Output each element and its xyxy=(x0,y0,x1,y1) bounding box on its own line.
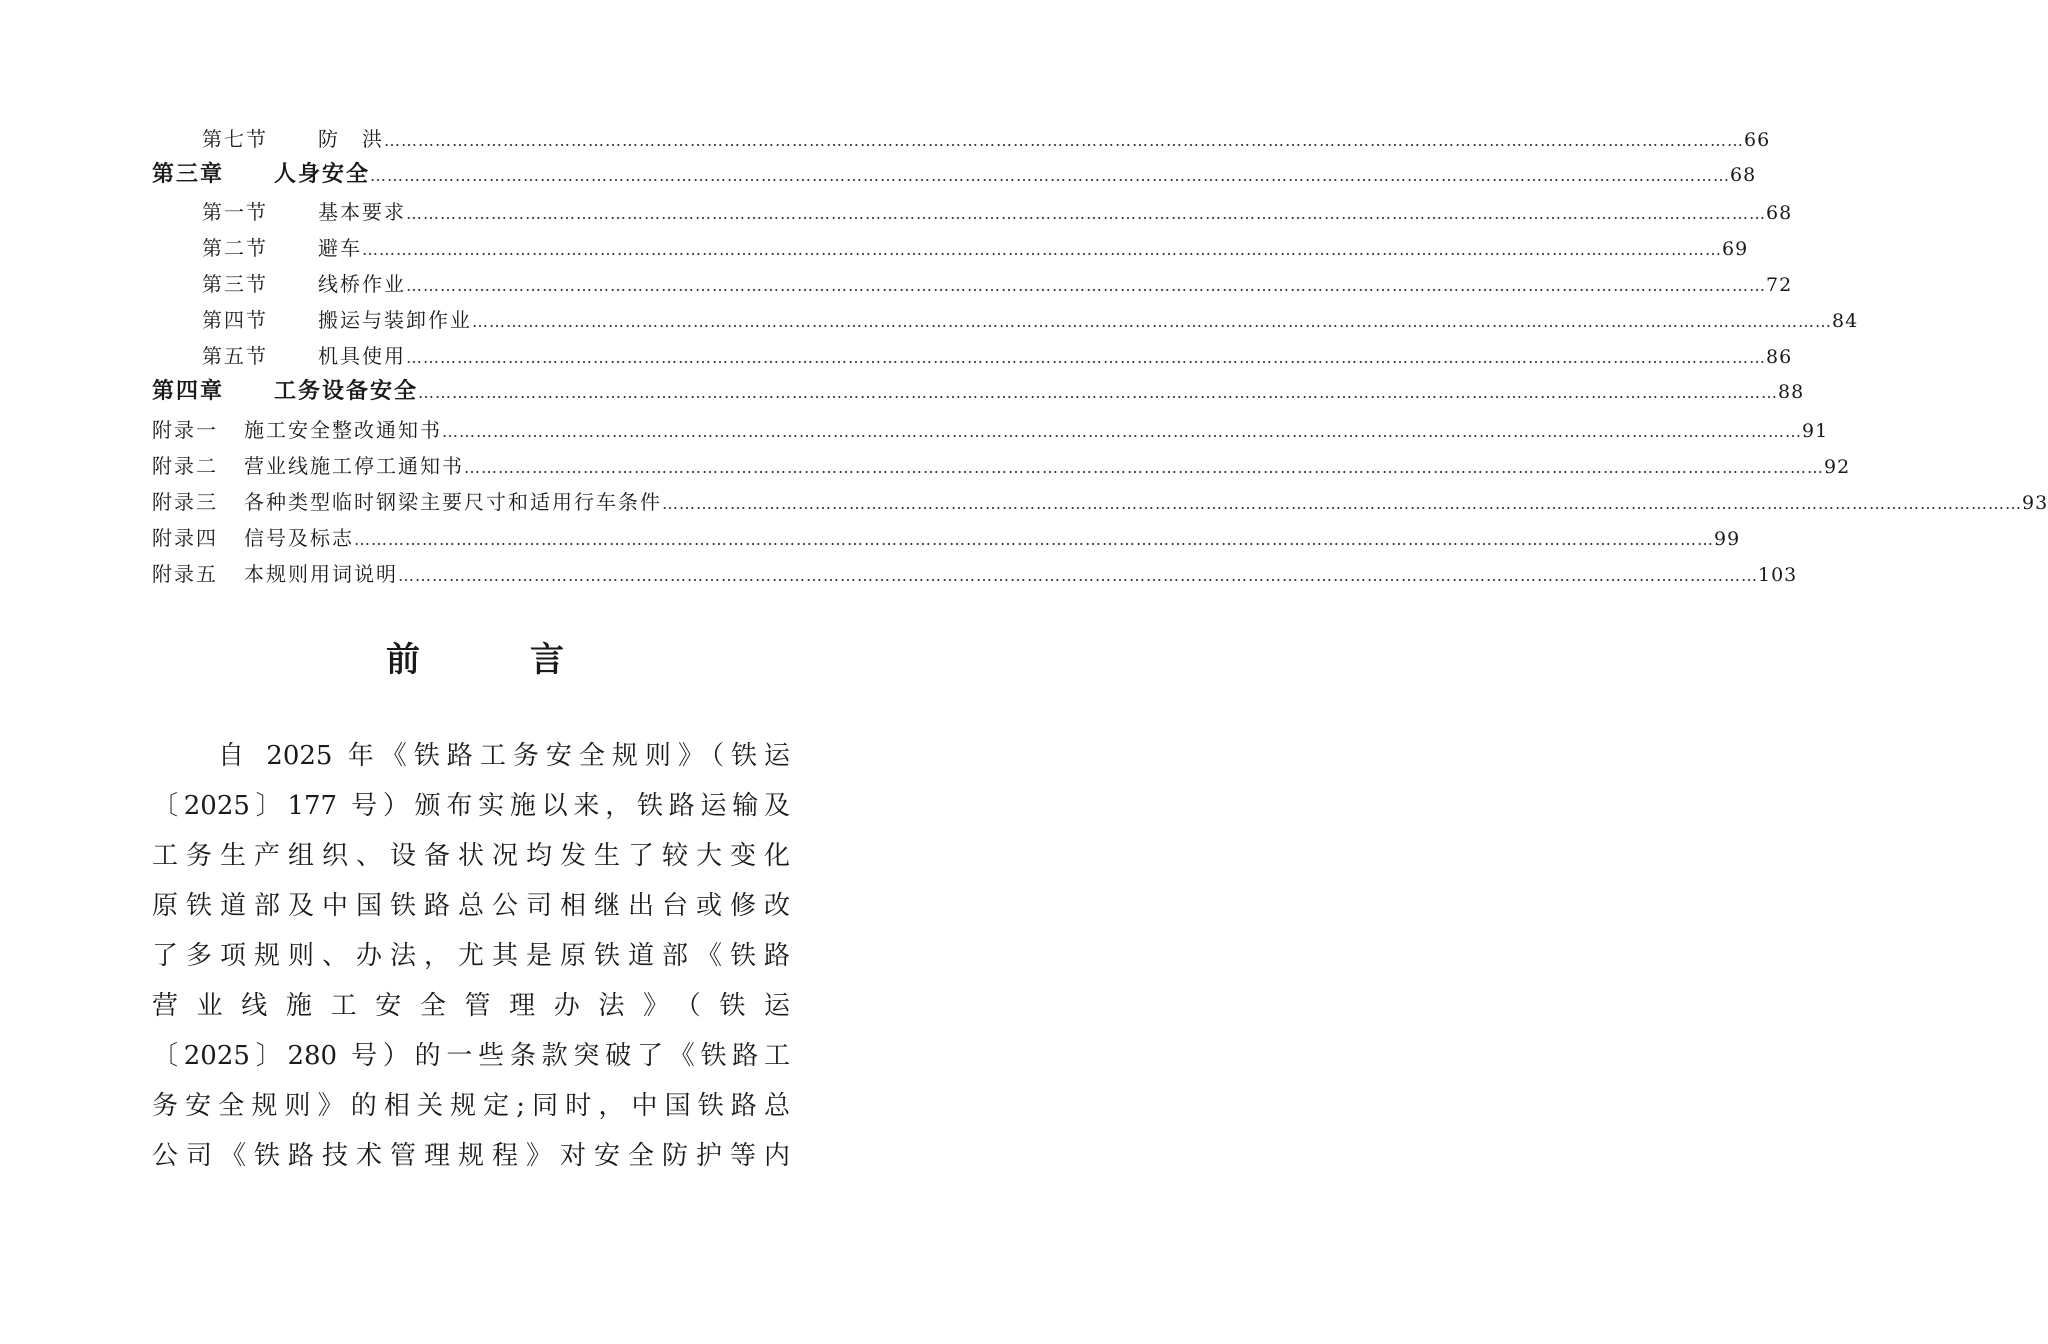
toc-leader-dots: …………………………………………………………………………………………………………………………………………………………………………………………………………………… xyxy=(406,348,1766,367)
toc-entry-title: 防 洪 xyxy=(318,127,384,151)
toc-entry-number: 第四节 xyxy=(202,308,268,332)
toc-entry[interactable] xyxy=(202,269,1793,299)
preface-line: 〔2025〕177 号）颁布实施以来，铁路运输及 xyxy=(152,791,790,821)
toc-entry[interactable] xyxy=(152,523,1741,553)
toc-entry-page: 68 xyxy=(1730,164,1757,186)
preface-line: 自 2025 年《铁路工务安全规则》（铁运 xyxy=(218,741,790,771)
toc-entry-title: 各种类型临时钢梁主要尺寸和适用行车条件 xyxy=(244,490,662,514)
toc-leader-dots: …………………………………………………………………………………………………………………………………………………………………………………………………………………… xyxy=(354,530,1714,549)
toc-entry-page: 92 xyxy=(1824,456,1851,478)
toc-entry-title: 线桥作业 xyxy=(318,272,406,296)
toc-entry[interactable] xyxy=(152,415,1829,445)
toc-leader-dots: …………………………………………………………………………………………………………………………………………………………………………………………………………………… xyxy=(442,422,1802,441)
toc-leader-dots: …………………………………………………………………………………………………………………………………………………………………………………………………………………… xyxy=(362,240,1722,259)
toc-entry-number: 附录五 xyxy=(152,562,218,586)
toc-entry-page: 103 xyxy=(1758,564,1798,586)
toc-leader-dots: …………………………………………………………………………………………………………………………………………………………………………………………………………………… xyxy=(418,383,1779,402)
toc-entry-title: 工务设备安全 xyxy=(274,379,419,404)
toc-leader-dots: …………………………………………………………………………………………………………………………………………………………………………………………………………………… xyxy=(406,276,1766,295)
toc-entry-title: 信号及标志 xyxy=(244,526,354,550)
preface-heading: 前言 xyxy=(386,640,674,680)
toc-entry-title: 基本要求 xyxy=(318,200,406,224)
toc-entry-page: 84 xyxy=(1832,310,1859,332)
toc-entry[interactable] xyxy=(152,377,1805,407)
toc-entry-number: 第三章 xyxy=(152,162,225,187)
toc-entry[interactable] xyxy=(152,487,2048,517)
toc-entry-number: 第一节 xyxy=(202,200,268,224)
toc-entry-number: 第三节 xyxy=(202,272,268,296)
toc-entry-title: 机具使用 xyxy=(318,344,406,368)
toc-entry-title: 搬运与装卸作业 xyxy=(318,308,472,332)
preface-line: 原铁道部及中国铁路总公司相继出台或修改 xyxy=(152,891,790,921)
toc-entry-title: 本规则用词说明 xyxy=(244,562,398,586)
preface-line: 公司《铁路技术管理规程》对安全防护等内 xyxy=(152,1141,790,1171)
toc-entry-number: 附录一 xyxy=(152,418,218,442)
toc-entry-page: 99 xyxy=(1714,528,1741,550)
toc-entry-number: 附录三 xyxy=(152,490,218,514)
toc-entry-page: 86 xyxy=(1766,346,1793,368)
toc-leader-dots: …………………………………………………………………………………………………………………………………………………………………………………………………………………… xyxy=(398,566,1758,585)
toc-entry-page: 68 xyxy=(1766,202,1793,224)
toc-leader-dots: …………………………………………………………………………………………………………………………………………………………………………………………………………………… xyxy=(384,131,1744,150)
toc-entry[interactable] xyxy=(152,559,1798,589)
toc-entry-page: 66 xyxy=(1744,129,1771,151)
preface-line: 工务生产组织、设备状况均发生了较大变化 xyxy=(152,841,790,871)
toc-entry-number: 附录二 xyxy=(152,454,218,478)
toc-leader-dots: …………………………………………………………………………………………………………………………………………………………………………………………………………………… xyxy=(370,166,1731,185)
toc-leader-dots: …………………………………………………………………………………………………………………………………………………………………………………………………………………… xyxy=(406,204,1766,223)
toc-entry-page: 91 xyxy=(1802,420,1829,442)
toc-entry[interactable] xyxy=(202,341,1793,371)
toc-entry-title: 营业线施工停工通知书 xyxy=(244,454,464,478)
toc-entry-page: 93 xyxy=(2022,492,2048,514)
toc-entry-page: 88 xyxy=(1778,381,1805,403)
toc-entry-title: 人身安全 xyxy=(274,162,371,187)
toc-entry-page: 69 xyxy=(1722,238,1749,260)
toc-entry[interactable] xyxy=(202,124,1771,154)
toc-entry[interactable] xyxy=(202,197,1793,227)
toc-entry-number: 附录四 xyxy=(152,526,218,550)
toc-leader-dots: …………………………………………………………………………………………………………………………………………………………………………………………………………………… xyxy=(662,494,2022,513)
toc-entry-number: 第七节 xyxy=(202,127,268,151)
toc-entry-number: 第五节 xyxy=(202,344,268,368)
toc-entry-number: 第四章 xyxy=(152,379,225,404)
toc-leader-dots: …………………………………………………………………………………………………………………………………………………………………………………………………………………… xyxy=(464,458,1824,477)
toc-entry-page: 72 xyxy=(1766,274,1793,296)
preface-line: 务安全规则》的相关规定;同时，中国铁路总 xyxy=(152,1091,790,1121)
toc-entry-title: 避车 xyxy=(318,236,362,260)
toc-entry-number: 第二节 xyxy=(202,236,268,260)
toc-entry[interactable] xyxy=(152,160,1757,190)
preface-line: 了多项规则、办法，尤其是原铁道部《铁路 xyxy=(152,941,790,971)
preface-line: 营业线施工安全管理办法》（铁运 xyxy=(152,991,790,1021)
toc-entry[interactable] xyxy=(202,305,1859,335)
preface-line: 〔2025〕280 号）的一些条款突破了《铁路工 xyxy=(152,1041,790,1071)
toc-entry-title: 施工安全整改通知书 xyxy=(244,418,442,442)
toc-entry[interactable] xyxy=(152,451,1851,481)
toc-entry[interactable] xyxy=(202,233,1749,263)
toc-leader-dots: …………………………………………………………………………………………………………………………………………………………………………………………………………………… xyxy=(472,312,1832,331)
